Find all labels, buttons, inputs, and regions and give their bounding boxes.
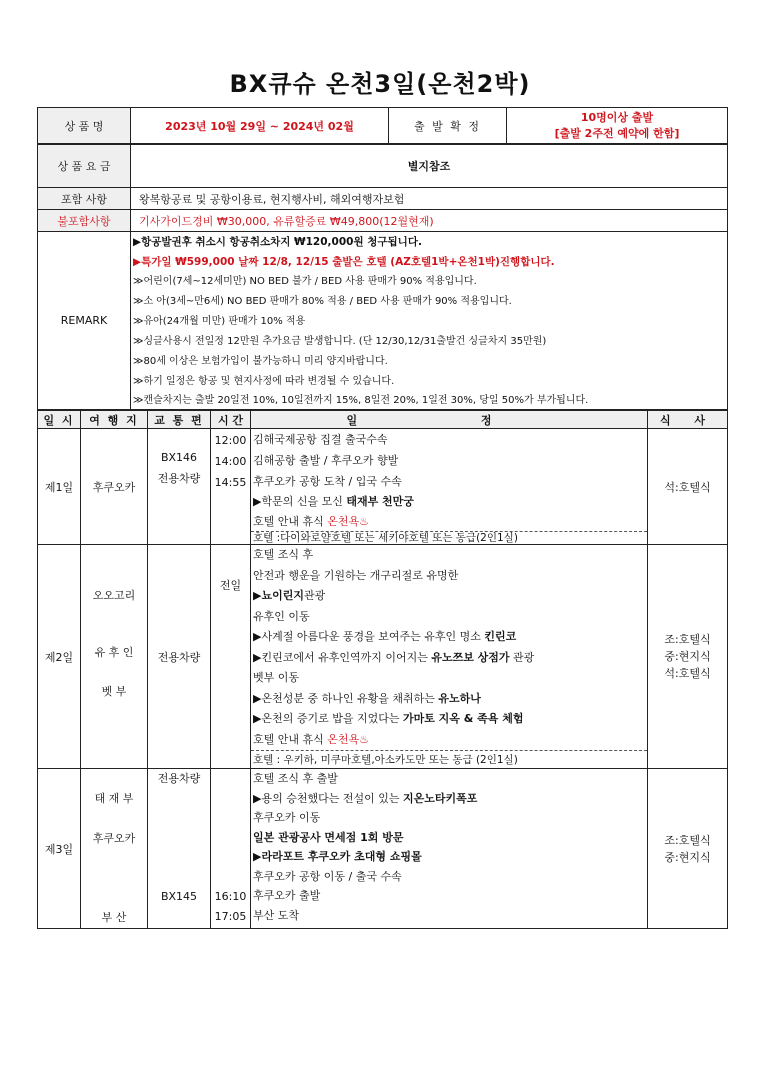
transport-item: BX146 — [160, 451, 198, 464]
itinerary-text: ▶사계절 아름다운 풍경을 보여주는 유후인 명소 — [253, 630, 485, 643]
day-row-2 — [38, 545, 728, 769]
time-item: 14:55 — [214, 476, 247, 489]
itinerary-line: 김해국제공항 집결 출국수속 — [253, 433, 388, 446]
itinerary-line: 후쿠오카 공항 이동 / 출국 수속 — [253, 869, 402, 883]
remark-line: ≫어린이(7세~12세미만) NO BED 불가 / BED 사용 판매가 90% 적용입니다. — [133, 276, 477, 287]
meal-item: 중:현지식 — [664, 650, 711, 663]
remark-content — [131, 232, 728, 410]
departure-confirm-line-1: 10명이상 출발 — [580, 110, 654, 124]
meal-item: 조:호텔식 — [664, 633, 711, 646]
departure-confirm-label: 출 발 확 정 — [389, 108, 507, 144]
place-item: 유 후 인 — [94, 645, 134, 659]
hotel-line: 호텔 :다이와로얄호텔 또는 세키야호텔 또는 동급(2인1실) — [251, 531, 647, 543]
day-meals — [648, 769, 728, 929]
itinerary-line — [251, 689, 647, 710]
itinerary-line: 김해공항 출발 / 후쿠오카 향발 — [253, 454, 399, 467]
page-title: BX큐슈 온천3일(온천2박) — [229, 70, 531, 98]
day-meals: 석:호텔식 — [648, 429, 728, 545]
itinerary-line — [251, 709, 647, 730]
header-transport: 교 통 편 — [148, 411, 211, 429]
itinerary-line — [251, 512, 647, 532]
itinerary-text: ▶온천성분 중 하나인 유황을 채취하는 — [253, 691, 439, 705]
itinerary-text: 관광 — [303, 589, 326, 602]
day-transport: 전용차량 — [148, 545, 211, 769]
day-row-1 — [38, 429, 728, 545]
itinerary-highlight: 태재부 천만궁 — [346, 495, 414, 508]
itinerary-text: 관광 — [509, 650, 535, 664]
itinerary-highlight: 지온노타키폭포 — [402, 791, 478, 805]
product-name-value: 2023년 10월 29일 ~ 2024년 02월 — [131, 108, 389, 144]
remark-line: ≫캔슬차지는 출발 20일전 10%, 10일전까지 15%, 8일전 20%, 1일전 30%, 당일 50%가 부가됩니다. — [133, 395, 589, 406]
itinerary-line: 유후인 이동 — [253, 609, 310, 623]
day-meals — [648, 545, 728, 769]
itinerary-line: 벳부 이동 — [253, 671, 300, 684]
itinerary-line: 후쿠오카 이동 — [253, 811, 321, 824]
itinerary-line — [251, 627, 647, 648]
day-itinerary — [251, 769, 648, 929]
included-label: 포함 사항 — [38, 188, 131, 210]
transport-item: 전용차량 — [157, 772, 201, 785]
transport-item: 전용차량 — [157, 472, 201, 485]
day-itinerary — [251, 545, 648, 769]
meal-item: 중:현지식 — [664, 850, 711, 864]
price-label: 상 품 요 금 — [38, 145, 131, 188]
day-label: 제1일 — [38, 429, 81, 545]
day-label: 제2일 — [38, 545, 81, 769]
day-times — [211, 769, 251, 929]
itinerary-line: 후쿠오카 출발 — [253, 889, 321, 902]
meal-item: 조:호텔식 — [664, 833, 711, 847]
place-item: 벳 부 — [101, 684, 127, 698]
time-item: 17:05 — [214, 910, 247, 923]
itinerary-highlight: 가마토 지옥 & 족욕 체험 — [402, 712, 524, 725]
remark-line: ≫소 아(3세~만6세) NO BED 판매가 80% 적용 / BED 사용 판매가 90% 적용입니다. — [133, 296, 512, 307]
day-time: 전일 — [211, 545, 251, 769]
day-transport — [148, 769, 211, 929]
tour-document — [37, 107, 727, 929]
itinerary-line: 호텔 조식 후 출발 — [253, 772, 338, 785]
day-row-3 — [38, 769, 728, 929]
onsen-text: 온천욕♨ — [327, 514, 369, 528]
itinerary-line — [251, 586, 647, 607]
day-times — [211, 429, 251, 545]
product-detail-table — [37, 144, 728, 410]
place-item: 후쿠오카 — [92, 832, 136, 845]
itinerary-text: ▶킨린코에서 유후인역까지 이어지는 — [253, 650, 432, 664]
remark-line: ≫유아(24개월 미만) 판매가 10% 적용 — [133, 316, 306, 327]
excluded-value: 기사가이드경비 ₩30,000, 유류할증료 ₩49,800(12월현재) — [131, 210, 728, 232]
itinerary-line — [251, 730, 647, 751]
itinerary-line — [251, 492, 647, 512]
itinerary-line — [251, 648, 647, 669]
itinerary-line: ▶라라포트 후쿠오카 초대형 쇼핑몰 — [253, 850, 422, 863]
departure-confirm-line-2: [출발 2주전 예약에 한함] — [554, 126, 680, 140]
remark-line: ▶항공발권후 취소시 항공취소차지 ₩120,000원 청구됩니다. — [133, 236, 422, 248]
itinerary-line — [251, 789, 647, 809]
price-value: 별지참조 — [131, 145, 728, 188]
itinerary-line: 부산 도착 — [253, 908, 300, 922]
itinerary-line: 일본 관광공사 면세점 1회 방문 — [253, 830, 404, 844]
excluded-label: 불포함사항 — [38, 210, 131, 232]
header-time: 시 간 — [211, 411, 251, 429]
hotel-line: 호텔 : 우키하, 미쿠마호텔,아소카도만 또는 동급 (2인1실) — [251, 750, 647, 768]
remark-line: ≫하기 일정은 항공 및 현지사정에 따라 변경될 수 있습니다. — [133, 376, 395, 387]
time-item: 16:10 — [214, 890, 247, 903]
remark-label: REMARK — [38, 232, 131, 410]
time-item: 12:00 — [214, 434, 247, 447]
onsen-text: 온천욕♨ — [327, 732, 369, 746]
itinerary-line: 안전과 행운을 기원하는 개구리절로 유명한 — [253, 568, 459, 582]
place-item: 태 재 부 — [94, 792, 134, 805]
day-transport — [148, 429, 211, 545]
meal-item: 석:호텔식 — [664, 667, 711, 680]
itinerary-highlight: 킨린코 — [484, 630, 517, 643]
included-value: 왕복항공료 및 공항이용료, 현지행사비, 해외여행자보험 — [131, 188, 728, 210]
itinerary-text: 호텔 안내 휴식 — [253, 514, 328, 528]
departure-confirm-value — [507, 108, 728, 144]
day-places — [81, 545, 148, 769]
remark-line: ≫80세 이상은 보험가입이 불가능하니 미리 양지바랍니다. — [133, 356, 388, 367]
day-place: 후쿠오카 — [81, 429, 148, 545]
header-day: 일 시 — [38, 411, 81, 429]
remark-line: ▶특가일 ₩599,000 날짜 12/8, 12/15 출발은 호텔 (AZ호텔1박+온천1박)진행합니다. — [133, 256, 555, 268]
header-place: 여 행 지 — [81, 411, 148, 429]
itinerary-text: ▶용의 승천했다는 전설이 있는 — [253, 791, 403, 805]
itinerary-highlight: 유노하나 — [438, 691, 481, 705]
transport-item: BX145 — [160, 890, 198, 903]
remark-line: ≫싱글사용시 전일정 12만원 추가요금 발생합니다. (단 12/30,12/31출발건 싱글차지 35만원) — [133, 336, 547, 347]
day-places — [81, 769, 148, 929]
itinerary-line: 후쿠오카 공항 도착 / 입국 수속 — [253, 475, 402, 488]
itinerary-text: ▶온천의 증기로 밥을 지었다는 — [253, 712, 403, 725]
itinerary-highlight: ▶뇨이린지 — [253, 589, 304, 602]
itinerary-text: ▶학문의 신을 모신 — [253, 495, 347, 508]
header-itinerary: 일 정 — [251, 411, 648, 429]
product-name-label: 상 품 명 — [38, 108, 131, 144]
day-itinerary — [251, 429, 648, 545]
place-item: 오오고리 — [92, 588, 136, 602]
place-item: 부 산 — [101, 911, 127, 924]
schedule-table — [37, 410, 728, 929]
itinerary-highlight: 유노쯔보 상점가 — [431, 650, 510, 664]
time-item: 14:00 — [214, 455, 247, 468]
day-label: 제3일 — [38, 769, 81, 929]
itinerary-line: 호텔 조식 후 — [253, 548, 314, 561]
itinerary-text: 호텔 안내 휴식 — [253, 732, 328, 746]
header-meal: 식 사 — [648, 411, 728, 429]
product-info-table — [37, 107, 728, 144]
